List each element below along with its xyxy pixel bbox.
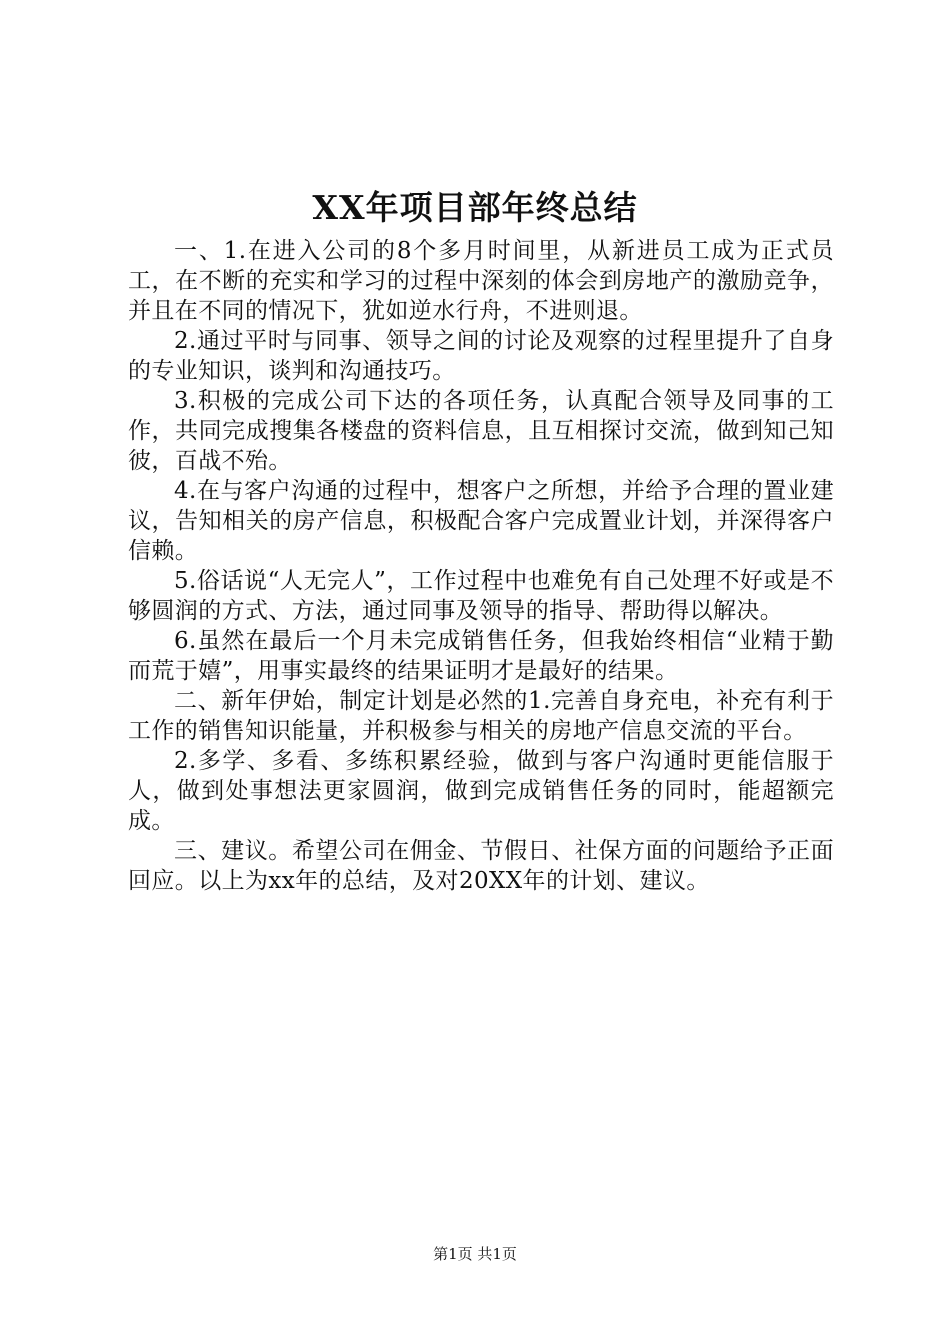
paragraph-7: 二、新年伊始，制定计划是必然的1.完善自身充电，补充有利于工作的销售知识能量，并积极参与相关的房地产信息交流的平台。 — [128, 688, 834, 744]
paragraph-3: 3.积极的完成公司下达的各项任务，认真配合领导及同事的工作，共同完成搜集各楼盘的资料信息，且互相探讨交流，做到知己知彼，百战不殆。 — [128, 388, 834, 474]
document-title: XX年项目部年终总结 — [312, 188, 638, 227]
document-body — [128, 236, 834, 896]
paragraph-9: 三、建议。希望公司在佣金、节假日、社保方面的问题给予正面回应。以上为xx年的总结，及对20XX年的计划、建议。 — [128, 838, 834, 894]
paragraph-6: 6.虽然在最后一个月未完成销售任务，但我始终相信“业精于勤而荒于嬉”，用事实最终的结果证明才是最好的结果。 — [128, 628, 834, 684]
paragraph-4: 4.在与客户沟通的过程中，想客户之所想，并给予合理的置业建议，告知相关的房产信息，积极配合客户完成置业计划，并深得客户信赖。 — [128, 478, 834, 564]
paragraph-8: 2.多学、多看、多练积累经验，做到与客户沟通时更能信服于人，做到处事想法更家圆润，做到完成销售任务的同时，能超额完成。 — [128, 748, 834, 834]
paragraph-1: 一、1.在进入公司的8个多月时间里，从新进员工成为正式员工，在不断的充实和学习的过程中深刻的体会到房地产的激励竞争，并且在不同的情况下，犹如逆水行舟，不进则退。 — [128, 238, 834, 324]
paragraph-5: 5.俗话说“人无完人”，工作过程中也难免有自己处理不好或是不够圆润的方式、方法，通过同事及领导的指导、帮助得以解决。 — [128, 568, 834, 624]
page-footer: 第1页 共1页 — [433, 1245, 517, 1263]
paragraph-2: 2.通过平时与同事、领导之间的讨论及观察的过程里提升了自身的专业知识，谈判和沟通技巧。 — [128, 328, 834, 384]
